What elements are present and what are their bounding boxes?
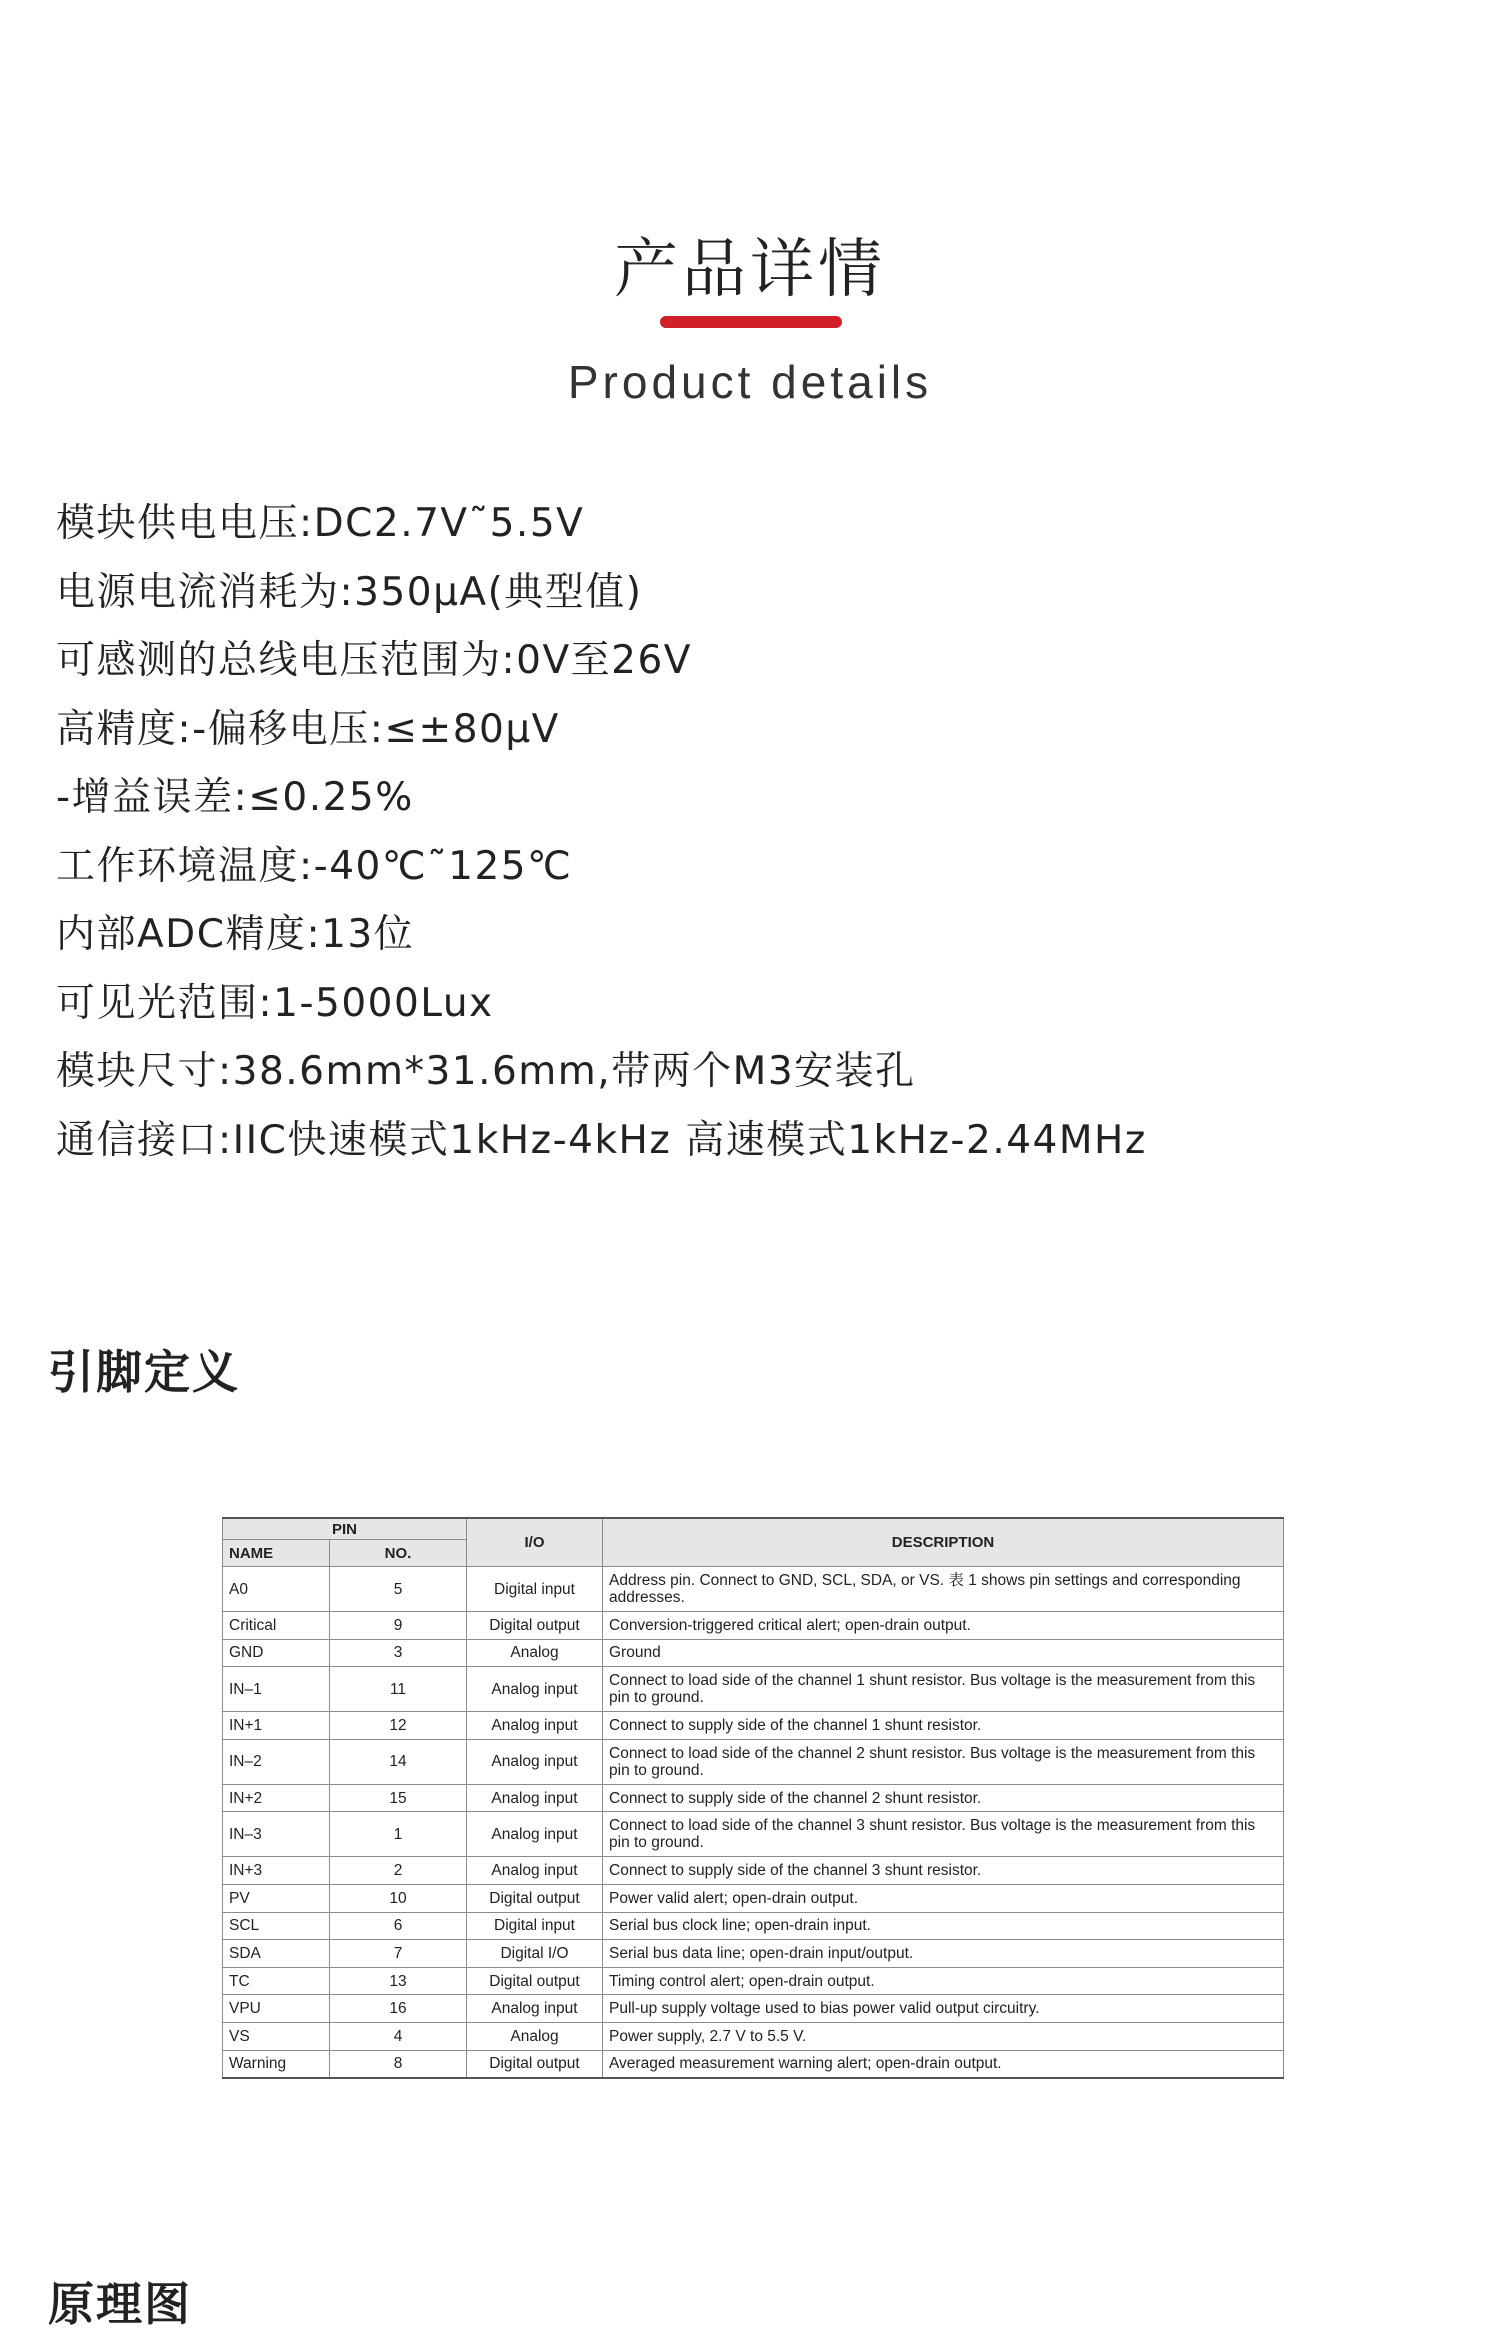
pin-desc-cell: Serial bus data line; open-drain input/output. [603, 1940, 1284, 1968]
pin-io-cell: Digital input [467, 1567, 603, 1612]
spec-line: 内部ADC精度:13位 [56, 912, 415, 957]
th-pin: PIN [223, 1518, 467, 1540]
table-row [223, 1612, 1284, 1640]
pin-desc-cell: Timing control alert; open-drain output. [603, 1967, 1284, 1995]
pin-io-cell: Analog [467, 2022, 603, 2050]
pin-name-cell: IN+2 [223, 1784, 330, 1812]
spec-line: 可见光范围:1-5000Lux [56, 980, 494, 1026]
spec-line: 工作环境温度:-40℃˜125℃ [56, 843, 573, 889]
pin-io-cell: Analog input [467, 1995, 603, 2023]
pin-table [222, 1517, 1284, 2079]
pin-no-cell: 6 [330, 1912, 467, 1940]
page-subtitle: Product details [567, 356, 933, 408]
table-row [223, 1884, 1284, 1912]
table-row [223, 1857, 1284, 1885]
pin-no-cell: 1 [330, 1812, 467, 1857]
table-row [223, 1739, 1284, 1784]
pin-io-cell: Digital I/O [467, 1940, 603, 1968]
pin-desc-cell: Conversion-triggered critical alert; open-drain output. [603, 1612, 1284, 1640]
pin-no-cell: 10 [330, 1884, 467, 1912]
pin-desc-cell: Serial bus clock line; open-drain input. [603, 1912, 1284, 1940]
pin-name-cell: Warning [223, 2050, 330, 2078]
pin-io-cell: Analog input [467, 1712, 603, 1740]
pin-name-cell: Critical [223, 1612, 330, 1640]
pin-no-cell: 2 [330, 1857, 467, 1885]
pin-name-cell: IN+3 [223, 1857, 330, 1885]
table-row [223, 2050, 1284, 2078]
pin-no-cell: 3 [330, 1639, 467, 1667]
spec-line: 可感测的总线电压范围为:0V至26V [56, 638, 692, 683]
pin-name-cell: GND [223, 1639, 330, 1667]
pin-io-cell: Digital output [467, 1884, 603, 1912]
table-row [223, 1967, 1284, 1995]
spec-line: 电源电流消耗为:350μA(典型值) [56, 569, 643, 615]
pin-name-cell: TC [223, 1967, 330, 1995]
th-no: NO. [330, 1540, 467, 1567]
th-description: DESCRIPTION [603, 1518, 1284, 1567]
pin-desc-cell: Power supply, 2.7 V to 5.5 V. [603, 2022, 1284, 2050]
pin-io-cell: Analog input [467, 1812, 603, 1857]
pin-name-cell: VPU [223, 1995, 330, 2023]
pin-no-cell: 16 [330, 1995, 467, 2023]
pin-desc-cell: Connect to load side of the channel 3 shunt resistor. Bus voltage is the measurement from this pin to ground. [603, 1812, 1284, 1857]
pin-desc-cell: Connect to load side of the channel 1 shunt resistor. Bus voltage is the measurement from this pin to ground. [603, 1667, 1284, 1712]
pin-io-cell: Digital input [467, 1912, 603, 1940]
pin-desc-cell: Connect to supply side of the channel 3 shunt resistor. [603, 1857, 1284, 1885]
pin-no-cell: 7 [330, 1940, 467, 1968]
pin-desc-cell: Averaged measurement warning alert; open-drain output. [603, 2050, 1284, 2078]
table-row [223, 1812, 1284, 1857]
pin-io-cell: Digital output [467, 1967, 603, 1995]
pin-io-cell: Digital output [467, 1612, 603, 1640]
table-row [223, 1639, 1284, 1667]
pin-io-cell: Analog [467, 1639, 603, 1667]
table-row [223, 2022, 1284, 2050]
th-name: NAME [223, 1540, 330, 1567]
pin-definition-heading: 引脚定义 [48, 1345, 240, 1399]
pin-no-cell: 8 [330, 2050, 467, 2078]
pin-desc-cell: Connect to supply side of the channel 2 shunt resistor. [603, 1784, 1284, 1812]
table-row [223, 1712, 1284, 1740]
pin-io-cell: Analog input [467, 1667, 603, 1712]
schematic-heading: 原理图 [48, 2277, 192, 2331]
pin-name-cell: IN–3 [223, 1812, 330, 1857]
pin-desc-cell: Ground [603, 1639, 1284, 1667]
table-row [223, 1784, 1284, 1812]
page-title: 产品详情 [614, 233, 886, 307]
pin-io-cell: Digital output [467, 2050, 603, 2078]
title-accent-bar [660, 316, 842, 328]
pin-no-cell: 9 [330, 1612, 467, 1640]
pin-name-cell: IN–1 [223, 1667, 330, 1712]
pin-io-cell: Analog input [467, 1784, 603, 1812]
pin-desc-cell: Power valid alert; open-drain output. [603, 1884, 1284, 1912]
spec-line: 模块尺寸:38.6mm*31.6mm,带两个M3安装孔 [56, 1049, 916, 1094]
pin-name-cell: IN–2 [223, 1739, 330, 1784]
spec-line: 高精度:-偏移电压:≤±80μV [56, 706, 560, 752]
pin-name-cell: IN+1 [223, 1712, 330, 1740]
pin-io-cell: Analog input [467, 1739, 603, 1784]
table-row [223, 1912, 1284, 1940]
pin-no-cell: 4 [330, 2022, 467, 2050]
spec-line: 通信接口:IIC快速模式1kHz-4kHz 高速模式1kHz-2.44MHz [56, 1117, 1147, 1163]
spec-list [56, 496, 1147, 1181]
pin-no-cell: 11 [330, 1667, 467, 1712]
table-row [223, 1995, 1284, 2023]
pin-no-cell: 14 [330, 1739, 467, 1784]
pin-io-cell: Analog input [467, 1857, 603, 1885]
th-io: I/O [467, 1518, 603, 1567]
pin-name-cell: SDA [223, 1940, 330, 1968]
pin-desc-cell: Connect to supply side of the channel 1 shunt resistor. [603, 1712, 1284, 1740]
spec-line: 模块供电电压:DC2.7V˜5.5V [56, 501, 585, 546]
spec-line: -增益误差:≤0.25% [56, 775, 414, 820]
pin-no-cell: 12 [330, 1712, 467, 1740]
pin-desc-cell: Pull-up supply voltage used to bias power valid output circuitry. [603, 1995, 1284, 2023]
pin-desc-cell: Address pin. Connect to GND, SCL, SDA, or VS. 表 1 shows pin settings and corresponding addresses. [603, 1567, 1284, 1612]
table-row [223, 1940, 1284, 1968]
pin-no-cell: 5 [330, 1567, 467, 1612]
pin-desc-cell: Connect to load side of the channel 2 shunt resistor. Bus voltage is the measurement from this pin to ground. [603, 1739, 1284, 1784]
pin-name-cell: SCL [223, 1912, 330, 1940]
table-row [223, 1567, 1284, 1612]
pin-name-cell: A0 [223, 1567, 330, 1612]
pin-name-cell: VS [223, 2022, 330, 2050]
table-row [223, 1667, 1284, 1712]
pin-name-cell: PV [223, 1884, 330, 1912]
pin-no-cell: 13 [330, 1967, 467, 1995]
pin-no-cell: 15 [330, 1784, 467, 1812]
